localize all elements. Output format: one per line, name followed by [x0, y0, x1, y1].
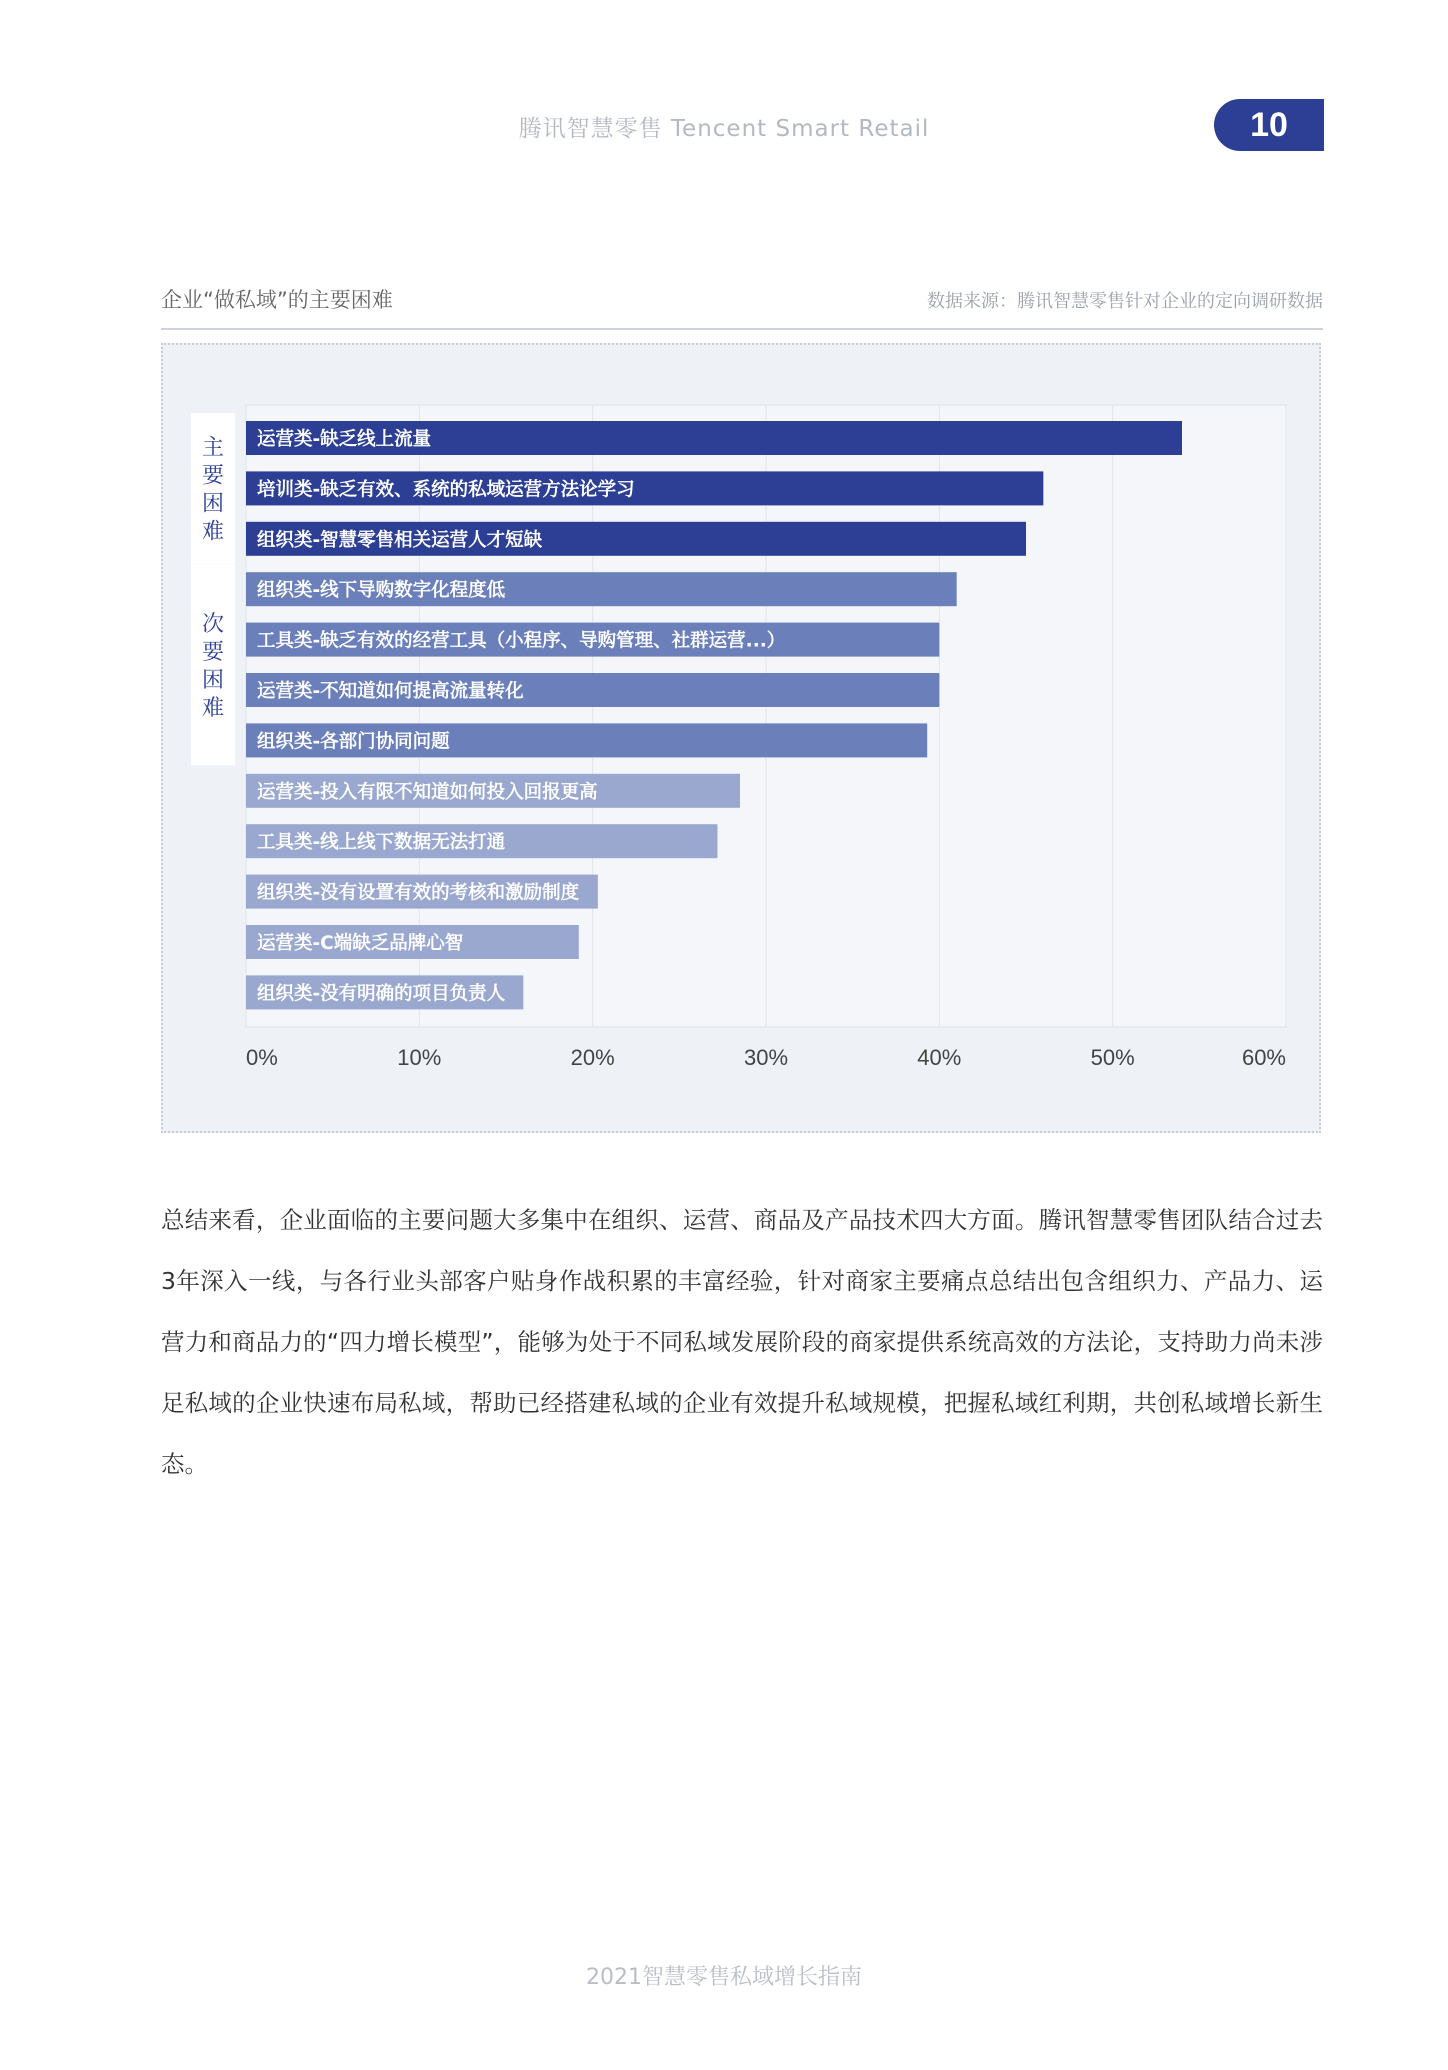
page-number: 10 — [1214, 99, 1324, 151]
chart-panel — [161, 343, 1321, 1133]
group-label-char: 困 — [201, 667, 225, 693]
group-label-char: 要 — [201, 639, 225, 665]
bar-label-3: 组织类-线下导购数字化程度低 — [257, 580, 506, 602]
group-label-char: 要 — [201, 463, 225, 489]
x-tick-label-4: 40% — [917, 1045, 962, 1070]
group-label-char: 次 — [201, 611, 225, 637]
bar-label-11: 组织类-没有明确的项目负责人 — [257, 983, 506, 1005]
bar-label-9: 组织类-没有设置有效的考核和激励制度 — [257, 882, 580, 904]
footer-title: 2021智慧零售私域增长指南 — [586, 1965, 862, 1990]
bar-label-0: 运营类-缺乏线上流量 — [257, 429, 432, 450]
bar-chart — [163, 345, 1319, 1131]
bar-label-8: 工具类-线上线下数据无法打通 — [257, 832, 506, 854]
bar-label-7: 运营类-投入有限不知道如何投入回报更高 — [257, 781, 598, 803]
figure-divider — [161, 328, 1323, 330]
header-title: 腾讯智慧零售 Tencent Smart Retail — [518, 116, 930, 142]
group-label-char: 难 — [201, 519, 225, 545]
x-tick-label-3: 30% — [743, 1045, 789, 1070]
x-tick-label-6: 60% — [1241, 1045, 1286, 1070]
bar-label-2: 组织类-智慧零售相关运营人才短缺 — [257, 529, 543, 551]
group-label-char: 困 — [201, 491, 225, 517]
group-label-char: 难 — [201, 695, 225, 721]
figure-source: 数据来源：腾讯智慧零售针对企业的定向调研数据 — [927, 291, 1323, 312]
x-tick-label-2: 20% — [570, 1045, 615, 1070]
bar-label-4: 工具类-缺乏有效的经营工具（小程序、导购管理、社群运营...） — [257, 630, 786, 652]
bar-label-10: 运营类-C端缺乏品牌心智 — [257, 933, 464, 954]
x-tick-label-1: 10% — [397, 1045, 442, 1070]
figure-title: 企业“做私域”的主要困难 — [161, 288, 393, 312]
x-tick-label-0: 0% — [246, 1045, 278, 1070]
bar-label-1: 培训类-缺乏有效、系统的私域运营方法论学习 — [257, 479, 635, 501]
bar-label-5: 运营类-不知道如何提高流量转化 — [257, 681, 524, 702]
bar-label-6: 组织类-各部门协同问题 — [257, 731, 450, 753]
x-tick-label-5: 50% — [1090, 1045, 1135, 1070]
group-label-char: 主 — [201, 435, 225, 461]
body-paragraph: 总结来看，企业面临的主要问题大多集中在组织、运营、商品及产品技术四大方面。腾讯智慧零售团队结合过去3年深入一线，与各行业头部客户贴身作战积累的丰富经验，针对商家主要痛点总结出包含组织力、产品力、运营力和商品力的“四力增长模型”，能够为处于不同私域发展阶段的商家提供系统高效的方法论，支持助力尚未涉足私域的企业快速布局私域，帮助已经搭建私域的企业有效提升私域规模，把握私域红利期，共创私域增长新生态。 — [161, 1206, 1323, 1478]
